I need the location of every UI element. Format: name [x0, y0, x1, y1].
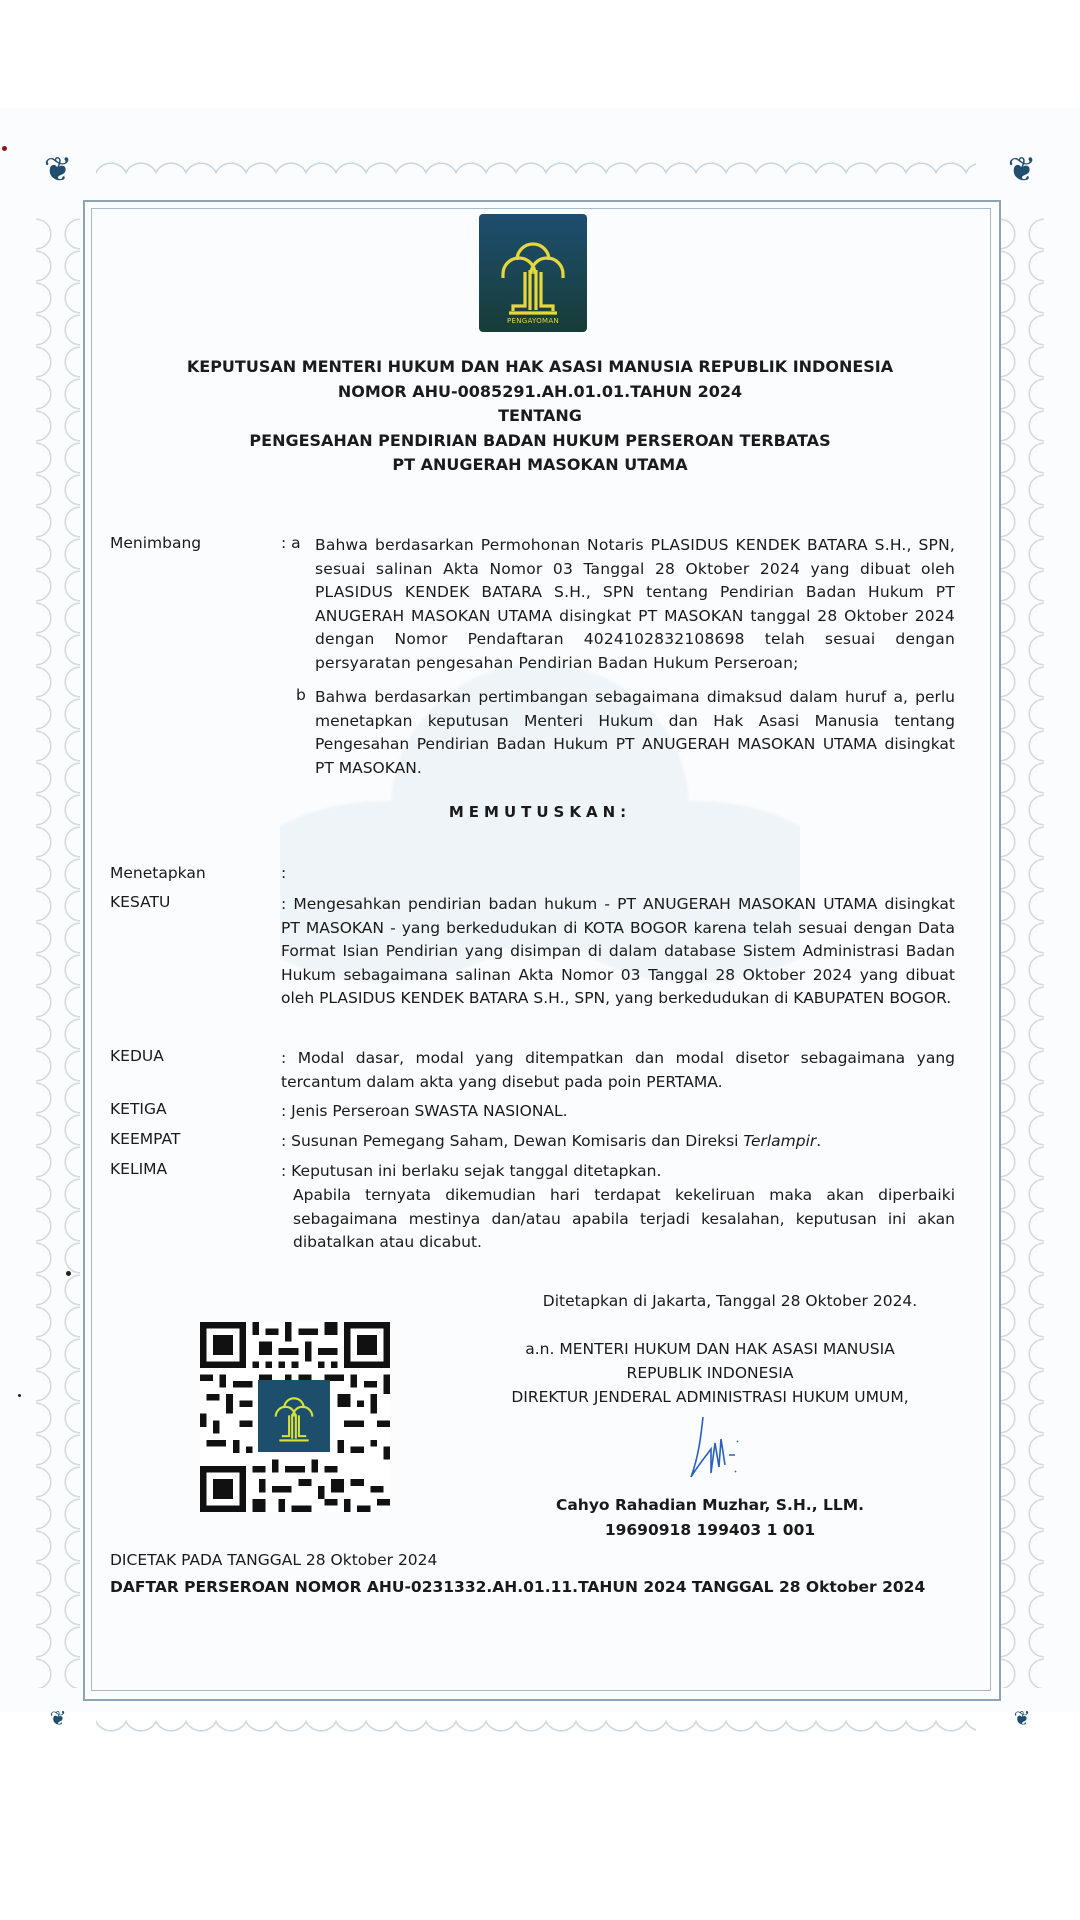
memutuskan-heading: MEMUTUSKAN: — [448, 803, 632, 821]
pengayoman-tree-icon — [479, 214, 587, 332]
menimbang-letter-b: b — [296, 686, 306, 704]
menetapkan-colon: : — [281, 864, 287, 882]
kesatu-label: KESATU — [110, 893, 171, 911]
kesatu-text: : Mengesahkan pendirian badan hukum - PT ANUGERAH MASOKAN UTAMA disingkat PT MASOKAN - yang berkedudukan di KOTA BOGOR karena telah sesuai dengan Data Format Isian Pendirian yang disimpan di dalam database Sistem Administrasi Badan Hukum sebagaimana salinan Akta Nomor 03 Tanggal 28 Oktober 2024 yang dibuat oleh PLASIDUS KENDEK BATARA S.H., SPN, yang berkedudukan di KABUPATEN BOGOR. — [281, 895, 955, 1007]
corner-ornament-icon: ❦ — [49, 1706, 67, 1730]
kedua-label: KEDUA — [110, 1047, 164, 1065]
scan-mark — [66, 1271, 71, 1276]
keempat-main: : Susunan Pemegang Saham, Dewan Komisaris dan Direksi — [281, 1132, 744, 1150]
decree-number: NOMOR AHU-0085291.AH.01.01.TAHUN 2024 — [337, 382, 743, 401]
menimbang-letter-a: : a — [281, 534, 301, 552]
register-number: DAFTAR PERSEROAN NOMOR AHU-0231332.AH.01.11.TAHUN 2024 TANGGAL 28 Oktober 2024 — [110, 1578, 926, 1596]
signatory-position: DIREKTUR JENDERAL ADMINISTRASI HUKUM UMUM, — [511, 1388, 909, 1406]
corner-ornament-icon: ❦ — [1007, 150, 1037, 190]
signatory-nip: 19690918 199403 1 001 — [604, 1521, 816, 1539]
menimbang-item-a: Bahwa berdasarkan Permohonan Notaris PLASIDUS KENDEK BATARA S.H., SPN, sesuai salinan Akta Nomor 03 Tanggal 28 Oktober 2024 yang dibuat oleh PLASIDUS KENDEK BATARA S.H., SPN tentang Pendirian Badan Hukum PT ANUGERAH MASOKAN UTAMA disingkat PT MASOKAN tanggal 28 Oktober 2024 dengan Nomor Pendaftaran 4024102832108698 telah sesuai dengan persyaratan pengesahan Pendirian Badan Hukum Perseroan; — [315, 536, 955, 672]
kelima-text-2: Apabila ternyata dikemudian hari terdapat kekeliruan maka akan diperbaiki sebagaimana mestinya dan/atau apabila terjadi kesalahan, keputusan ini akan dibatalkan atau dicabut. — [293, 1186, 955, 1251]
on-behalf-line-2: REPUBLIK INDONESIA — [626, 1364, 794, 1382]
menimbang-label: Menimbang — [110, 534, 202, 552]
pengayoman-logo — [479, 214, 587, 332]
keempat-italic: Terlampir — [743, 1132, 817, 1150]
signatory-name: Cahyo Rahadian Muzhar, S.H., LLM. — [555, 1496, 865, 1514]
keempat-suffix: . — [816, 1132, 822, 1150]
place-date: Ditetapkan di Jakarta, Tanggal 28 Oktober 2024. — [542, 1292, 918, 1310]
verification-qr-code[interactable] — [200, 1322, 390, 1512]
kelima-text: : Keputusan ini berlaku sejak tanggal ditetapkan. — [281, 1162, 662, 1180]
decree-tentang: TENTANG — [498, 406, 582, 425]
qr-center-logo — [258, 1380, 330, 1452]
keempat-label: KEEMPAT — [110, 1130, 181, 1148]
scan-mark — [2, 146, 7, 151]
decree-subject: PENGESAHAN PENDIRIAN BADAN HUKUM PERSEROAN TERBATAS — [249, 431, 831, 450]
top-guilloche-border — [96, 150, 976, 194]
keempat-text — [281, 1130, 955, 1154]
decree-title: KEPUTUSAN MENTERI HUKUM DAN HAK ASASI MANUSIA REPUBLIK INDONESIA — [186, 357, 894, 376]
kelima-label: KELIMA — [110, 1160, 168, 1178]
ketiga-label: KETIGA — [110, 1100, 167, 1118]
left-guilloche-border — [36, 218, 80, 1688]
company-name: PT ANUGERAH MASOKAN UTAMA — [392, 455, 688, 474]
menimbang-item-b: Bahwa berdasarkan pertimbangan sebagaimana dimaksud dalam huruf a, perlu menetapkan keputusan Menteri Hukum dan Hak Asasi Manusia tentang Pengesahan Pendirian Badan Hukum PT ANUGERAH MASOKAN UTAMA disingkat PT MASOKAN. — [315, 688, 955, 777]
menetapkan-label: Menetapkan — [110, 864, 206, 882]
scan-mark — [18, 1394, 21, 1397]
ketiga-text: : Jenis Perseroan SWASTA NASIONAL. — [281, 1102, 568, 1120]
corner-ornament-icon: ❦ — [1013, 1706, 1031, 1730]
right-guilloche-border — [1000, 218, 1044, 1688]
pengayoman-tree-icon — [258, 1380, 330, 1452]
printed-date: DICETAK PADA TANGGAL 28 Oktober 2024 — [110, 1551, 438, 1569]
bottom-guilloche-border — [96, 1700, 976, 1744]
corner-ornament-icon: ❦ — [43, 150, 73, 190]
signature-icon — [685, 1415, 755, 1485]
on-behalf-line-1: a.n. MENTERI HUKUM DAN HAK ASASI MANUSIA — [525, 1340, 895, 1358]
logo-label: PENGAYOMAN — [506, 317, 560, 325]
kedua-text: : Modal dasar, modal yang ditempatkan dan modal disetor sebagaimana yang tercantum dalam akta yang disebut pada poin PERTAMA. — [281, 1049, 955, 1091]
